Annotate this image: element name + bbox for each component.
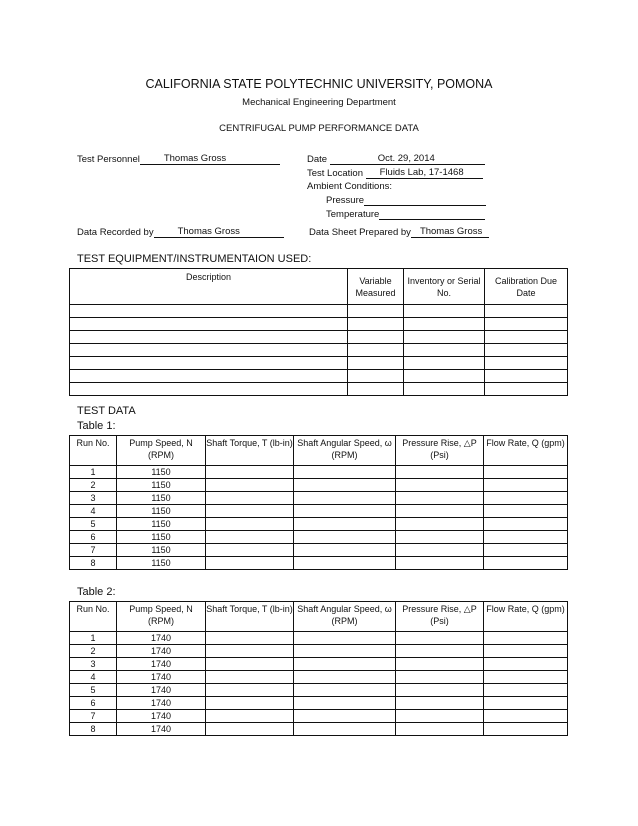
pump-speed-cell: 1740 [117,697,206,710]
col-shaft-torque: Shaft Torque, T (lb-in) [206,602,294,632]
run-no-cell: 4 [70,671,117,684]
equipment-cell[interactable] [70,305,348,318]
test-personnel-value[interactable]: Thomas Gross [140,153,280,165]
data-entry-cell[interactable] [294,531,396,544]
equipment-cell[interactable] [348,305,404,318]
data-entry-cell[interactable] [396,697,484,710]
date-field [307,153,485,165]
col-pressure-rise: Pressure Rise, △P (Psi) [396,602,484,632]
test-personnel-label: Test Personnel [77,154,140,165]
equipment-cell[interactable] [485,370,568,383]
pump-speed-cell: 1740 [117,645,206,658]
data-entry-cell[interactable] [484,658,568,671]
run-no-cell: 2 [70,479,117,492]
equipment-heading: TEST EQUIPMENT/INSTRUMENTAION USED: [77,253,312,265]
data-entry-cell[interactable] [294,723,396,736]
run-no-cell: 1 [70,466,117,479]
table-row [70,544,568,557]
data-entry-cell[interactable] [396,466,484,479]
temperature-label: Temperature [326,209,380,220]
data-entry-cell[interactable] [294,658,396,671]
university-title: CALIFORNIA STATE POLYTECHNIC UNIVERSITY, POMONA [145,77,493,91]
data-entry-cell[interactable] [206,697,294,710]
data-sheet-prepared-value[interactable]: Thomas Gross [411,226,489,238]
run-no-cell: 4 [70,505,117,518]
col-shaft-torque: Shaft Torque, T (lb-in) [206,436,294,466]
data-entry-cell[interactable] [396,544,484,557]
test-data-heading: TEST DATA [77,405,136,417]
data-recorded-value[interactable]: Thomas Gross [154,226,284,238]
equipment-cell[interactable] [70,344,348,357]
data-entry-cell[interactable] [484,632,568,645]
ambient-conditions-label: Ambient Conditions: [307,181,393,192]
table-row [70,632,568,645]
data-entry-cell[interactable] [294,544,396,557]
col-shaft-angular-speed: Shaft Angular Speed, ω (RPM) [294,436,396,466]
pump-speed-cell: 1150 [117,544,206,557]
equipment-cell[interactable] [485,344,568,357]
equipment-cell[interactable] [348,383,404,396]
pump-speed-cell: 1150 [117,505,206,518]
data-entry-cell[interactable] [484,505,568,518]
data-entry-cell[interactable] [484,684,568,697]
data-entry-cell[interactable] [484,671,568,684]
run-no-cell: 6 [70,531,117,544]
equipment-cell[interactable] [404,305,485,318]
table-row [70,531,568,544]
col-pump-speed: Pump Speed, N (RPM) [117,602,206,632]
col-pump-speed: Pump Speed, N (RPM) [117,436,206,466]
data-entry-cell[interactable] [484,645,568,658]
data-entry-cell[interactable] [294,671,396,684]
equipment-cell[interactable] [404,344,485,357]
col-run-no: Run No. [70,436,117,466]
data-entry-cell[interactable] [294,479,396,492]
data-entry-cell[interactable] [396,645,484,658]
data-entry-cell[interactable] [396,505,484,518]
table-row [70,466,568,479]
run-no-cell: 1 [70,632,117,645]
equipment-cell[interactable] [404,383,485,396]
table-row [70,645,568,658]
equipment-col-variable-measured: Variable Measured [348,269,404,305]
pump-speed-cell: 1150 [117,479,206,492]
equipment-row [70,331,568,344]
table-row [70,671,568,684]
data-entry-cell[interactable] [206,645,294,658]
document-heading: CENTRIFUGAL PUMP PERFORMANCE DATA [219,123,419,134]
run-no-cell: 3 [70,492,117,505]
run-no-cell: 8 [70,723,117,736]
data-sheet-prepared-field [309,226,489,238]
pump-speed-cell: 1150 [117,531,206,544]
data-entry-cell[interactable] [206,531,294,544]
data-entry-cell[interactable] [206,671,294,684]
data-entry-cell[interactable] [294,710,396,723]
pump-speed-cell: 1150 [117,466,206,479]
date-label: Date [307,154,328,165]
data-entry-cell[interactable] [484,544,568,557]
equipment-row [70,357,568,370]
table-row [70,723,568,736]
table-1-header-row [70,436,568,466]
table-row [70,518,568,531]
equipment-cell[interactable] [485,305,568,318]
pump-speed-cell: 1740 [117,710,206,723]
pressure-field [326,195,486,206]
data-entry-cell[interactable] [396,658,484,671]
data-recorded-field [77,226,284,238]
test-location-value[interactable]: Fluids Lab, 17-1468 [366,167,483,179]
table-2-header-row [70,602,568,632]
table-row [70,658,568,671]
run-no-cell: 5 [70,684,117,697]
pump-speed-cell: 1740 [117,671,206,684]
data-entry-cell[interactable] [484,697,568,710]
data-entry-cell[interactable] [396,710,484,723]
equipment-row [70,344,568,357]
table-2-label: Table 2: [77,586,116,598]
table-1-label: Table 1: [77,420,116,432]
data-entry-cell[interactable] [484,531,568,544]
data-entry-cell[interactable] [396,531,484,544]
table-row [70,492,568,505]
col-flow-rate: Flow Rate, Q (gpm) [484,436,568,466]
equipment-cell[interactable] [70,331,348,344]
department-subtitle: Mechanical Engineering Department [242,97,396,108]
data-recorded-label: Data Recorded by [77,227,154,238]
equipment-row [70,370,568,383]
run-no-cell: 7 [70,544,117,557]
col-shaft-angular-speed: Shaft Angular Speed, ω (RPM) [294,602,396,632]
run-no-cell: 2 [70,645,117,658]
data-entry-cell[interactable] [484,518,568,531]
equipment-row [70,318,568,331]
equipment-row [70,383,568,396]
pump-speed-cell: 1150 [117,492,206,505]
data-entry-cell[interactable] [396,684,484,697]
data-entry-cell[interactable] [484,479,568,492]
table-row [70,479,568,492]
data-entry-cell[interactable] [484,492,568,505]
data-entry-cell[interactable] [206,518,294,531]
equipment-cell[interactable] [70,383,348,396]
data-entry-cell[interactable] [206,505,294,518]
equipment-cell[interactable] [404,357,485,370]
data-entry-cell[interactable] [206,544,294,557]
data-entry-cell[interactable] [206,658,294,671]
equipment-row [70,305,568,318]
equipment-cell[interactable] [348,357,404,370]
table-row [70,697,568,710]
data-entry-cell[interactable] [484,466,568,479]
data-entry-cell[interactable] [484,557,568,570]
data-entry-cell[interactable] [396,723,484,736]
pump-speed-cell: 1740 [117,684,206,697]
equipment-cell[interactable] [404,370,485,383]
col-run-no: Run No. [70,602,117,632]
data-entry-cell[interactable] [206,492,294,505]
equipment-cell[interactable] [348,331,404,344]
data-entry-cell[interactable] [484,723,568,736]
equipment-header-row [70,269,568,305]
data-entry-cell[interactable] [294,518,396,531]
data-entry-cell[interactable] [294,697,396,710]
data-entry-cell[interactable] [206,632,294,645]
equipment-cell[interactable] [348,318,404,331]
pump-speed-cell: 1150 [117,518,206,531]
pump-speed-cell: 1740 [117,723,206,736]
data-entry-cell[interactable] [206,723,294,736]
pressure-input[interactable] [364,205,486,206]
equipment-cell[interactable] [485,318,568,331]
table-row [70,557,568,570]
data-entry-cell[interactable] [294,557,396,570]
run-no-cell: 7 [70,710,117,723]
data-entry-cell[interactable] [396,557,484,570]
equipment-cell[interactable] [485,331,568,344]
data-entry-cell[interactable] [294,505,396,518]
test-data-table-1 [69,435,568,570]
data-entry-cell[interactable] [396,671,484,684]
equipment-cell[interactable] [70,318,348,331]
pump-speed-cell: 1150 [117,557,206,570]
equipment-table [69,268,568,396]
data-entry-cell[interactable] [206,557,294,570]
equipment-cell[interactable] [348,344,404,357]
test-data-table-2 [69,601,568,736]
data-entry-cell[interactable] [294,492,396,505]
temperature-input[interactable] [379,219,485,220]
pressure-label: Pressure [326,195,365,206]
data-entry-cell[interactable] [206,710,294,723]
run-no-cell: 5 [70,518,117,531]
equipment-cell[interactable] [485,357,568,370]
pump-speed-cell: 1740 [117,632,206,645]
equipment-col-description: Description [70,269,348,305]
data-sheet-prepared-label: Data Sheet Prepared by [309,227,411,238]
test-personnel-field [77,153,280,165]
col-flow-rate: Flow Rate, Q (gpm) [484,602,568,632]
data-entry-cell[interactable] [396,492,484,505]
data-entry-cell[interactable] [206,466,294,479]
run-no-cell: 3 [70,658,117,671]
data-entry-cell[interactable] [396,479,484,492]
equipment-cell[interactable] [70,357,348,370]
data-entry-cell[interactable] [396,632,484,645]
equipment-cell[interactable] [404,331,485,344]
data-entry-cell[interactable] [294,645,396,658]
run-no-cell: 8 [70,557,117,570]
equipment-col-inventory: Inventory or Serial No. [404,269,485,305]
test-location-label: Test Location [307,168,363,179]
data-entry-cell[interactable] [294,632,396,645]
run-no-cell: 6 [70,697,117,710]
equipment-cell[interactable] [70,370,348,383]
equipment-cell[interactable] [348,370,404,383]
data-entry-cell[interactable] [294,466,396,479]
data-entry-cell[interactable] [396,518,484,531]
table-row [70,684,568,697]
test-location-field [307,167,483,179]
table-row [70,505,568,518]
equipment-cell[interactable] [404,318,485,331]
equipment-col-calibration: Calibration Due Date [485,269,568,305]
data-entry-cell[interactable] [206,684,294,697]
equipment-cell[interactable] [485,383,568,396]
date-value[interactable]: Oct. 29, 2014 [330,153,485,165]
data-entry-cell[interactable] [206,479,294,492]
data-entry-cell[interactable] [484,710,568,723]
pump-speed-cell: 1740 [117,658,206,671]
temperature-field [326,209,485,220]
col-pressure-rise: Pressure Rise, △P (Psi) [396,436,484,466]
table-row [70,710,568,723]
data-entry-cell[interactable] [294,684,396,697]
